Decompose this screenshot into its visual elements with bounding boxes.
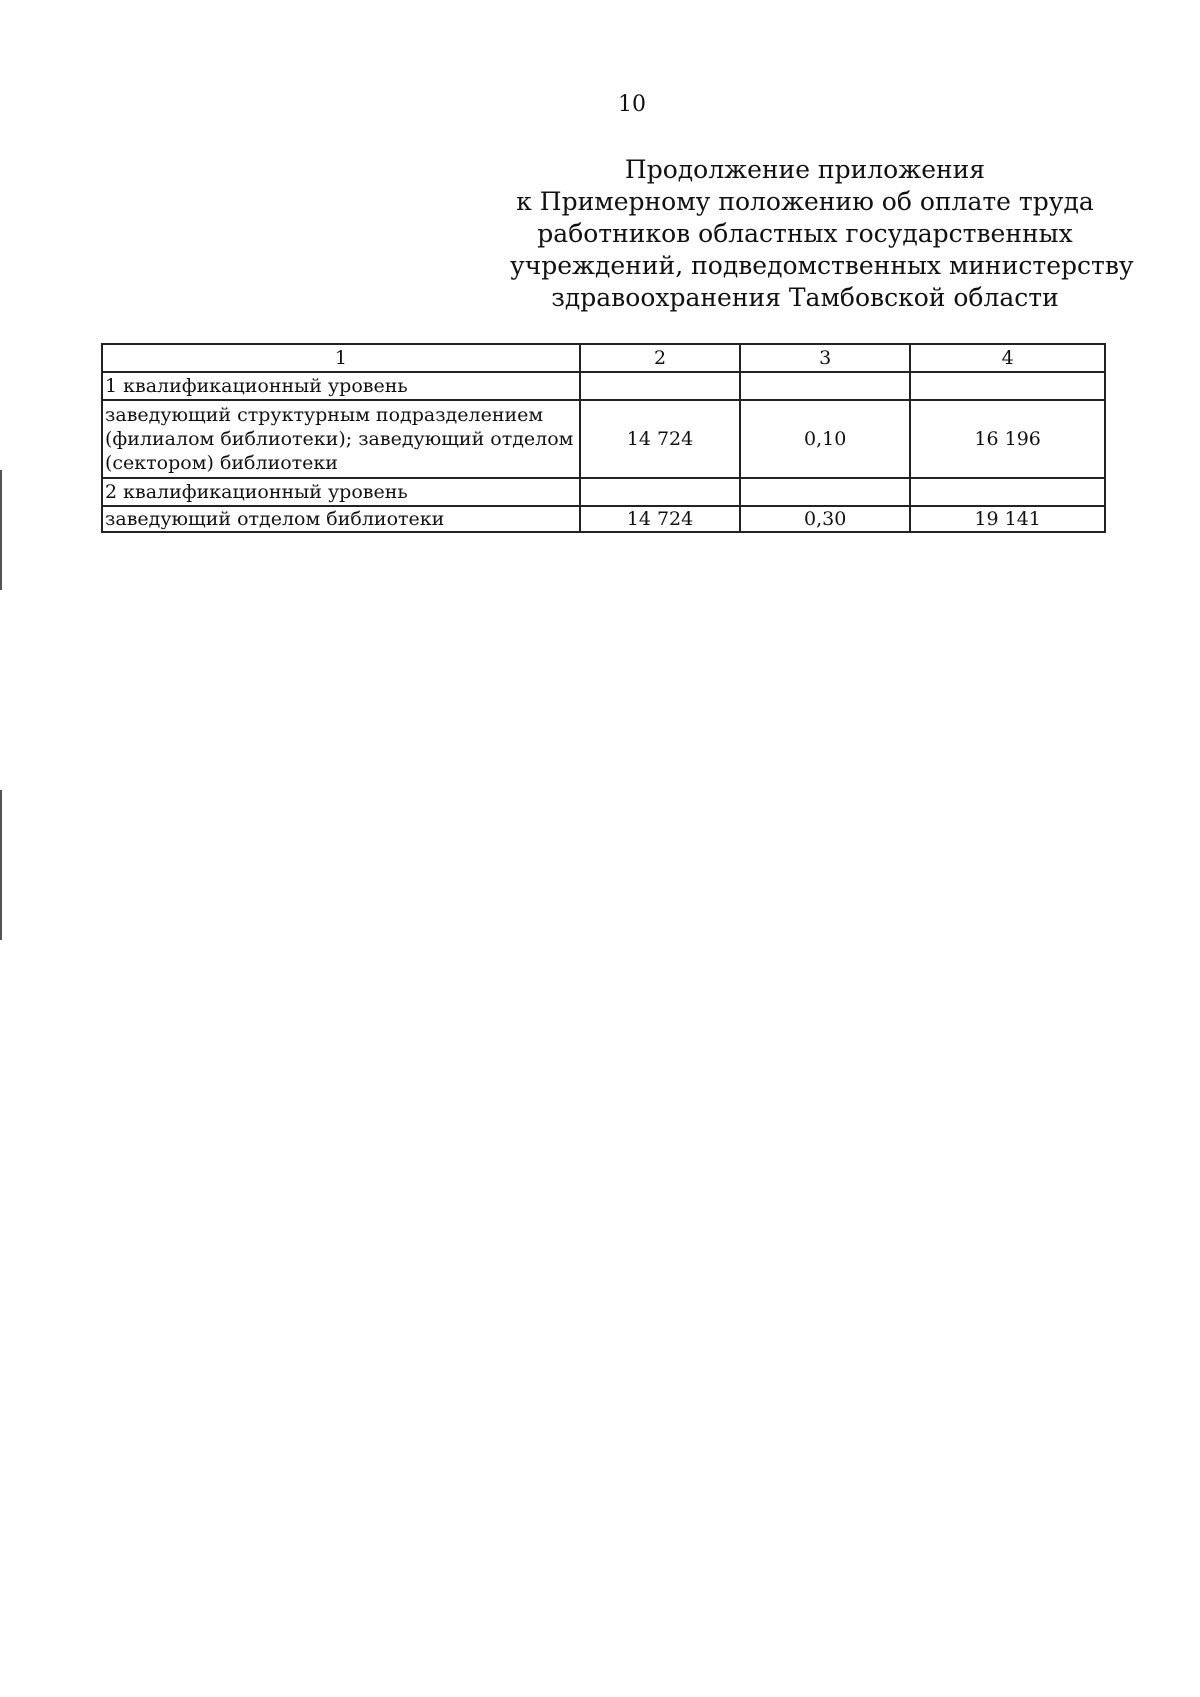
column-number-cell: 1 [102,344,580,372]
qualification-level-cell: 2 квалификационный уровень [102,478,580,506]
coefficient-cell: 0,10 [740,400,910,478]
coefficient-cell: 0,30 [740,506,910,532]
salary-cell: 16 196 [910,400,1105,478]
base-salary-cell: 14 724 [580,506,740,532]
table-row [102,400,1105,478]
page-number: 10 [618,92,646,117]
column-number-cell: 2 [580,344,740,372]
base-salary-cell: 14 724 [580,400,740,478]
appendix-header [510,154,1134,314]
column-number-cell: 3 [740,344,910,372]
position-cell: заведующий структурным подразделением (филиалом библиотеки); заведующий отделом (сектором) библиотеки [102,400,580,478]
appendix-header-line: здравоохранения Тамбовской области [551,283,1059,312]
table-row [102,478,1105,506]
appendix-header-line: учреждений, подведомственных министерству [510,251,1134,280]
scan-edge-mark [0,790,2,940]
table-header-row [102,344,1105,372]
coefficient-cell [740,478,910,506]
salary-table [101,343,1106,533]
appendix-header-line: Продолжение приложения [624,155,986,184]
appendix-header-line: к Примерному положению об оплате труда [516,187,1094,216]
base-salary-cell [580,478,740,506]
table-row [102,506,1105,532]
scan-edge-mark [0,470,2,590]
base-salary-cell [580,372,740,400]
qualification-level-cell: 1 квалификационный уровень [102,372,580,400]
salary-cell: 19 141 [910,506,1105,532]
coefficient-cell [740,372,910,400]
salary-cell [910,372,1105,400]
appendix-header-line: работников областных государственных [537,219,1073,248]
salary-cell [910,478,1105,506]
position-cell: заведующий отделом библиотеки [102,506,580,532]
column-number-cell: 4 [910,344,1105,372]
table-row [102,372,1105,400]
